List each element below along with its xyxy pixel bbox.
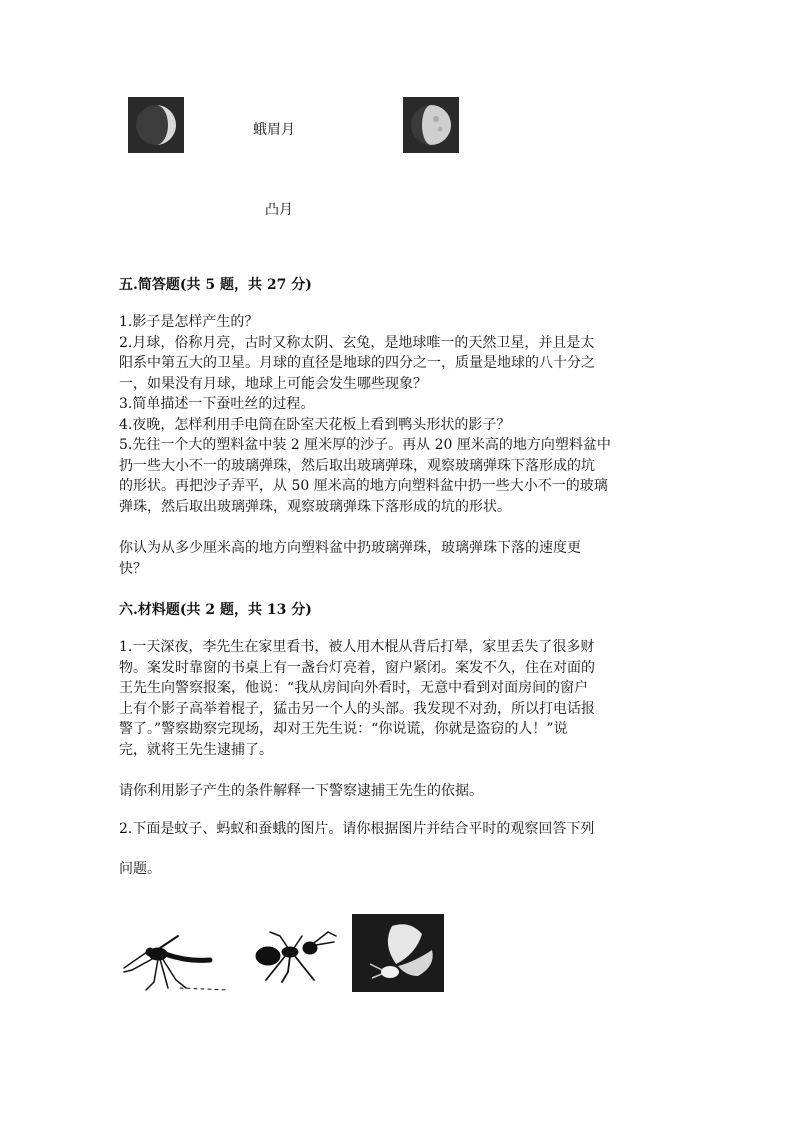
text-line: 快？ — [119, 560, 147, 577]
text-line: 5.先往一个大的塑料盆中装 2 厘米厚的沙子。再从 20 厘米高的地方向塑料盆中 — [119, 437, 611, 453]
section-6-title: 六.材料题(共 2 题，共 13 分) — [119, 602, 312, 618]
text-line: 的形状。再把沙子弄平，从 50 厘米高的地方向塑料盆中扔一些大小不一的玻璃 — [119, 478, 608, 494]
section-5-title: 五.简答题(共 5 题，共 27 分) — [119, 277, 312, 293]
section-6-q1-prompt: 请你利用影子产生的条件解释一下警察逮捕王先生的依据。 — [119, 783, 483, 799]
section-6-q2-line2: 问题。 — [119, 861, 161, 877]
text-line: 警了。”警察勘察完现场，却对王先生说：“你说谎，你就是盗窃的人！”说 — [119, 721, 568, 737]
text-line: 阳系中第五大的卫星。月球的直径是地球的四分之一，质量是地球的八十分之 — [119, 355, 595, 371]
text-line: 物。案发时靠窗的书桌上有一盏台灯亮着，窗户紧闭。案发不久，住在对面的 — [119, 659, 595, 676]
text-line: 4.夜晚，怎样利用手电筒在卧室天花板上看到鸭头形状的影子？ — [119, 416, 511, 433]
text-line: 王先生向警察报案，他说：“我从房间向外看时，无意中看到对面房间的窗户 — [119, 680, 589, 696]
text-line: 弹珠，然后取出玻璃弹珠，观察玻璃弹珠下落形成的坑的形状。 — [119, 498, 511, 515]
crescent-moon-label: 蛾眉月 — [253, 122, 295, 138]
text-line: 上有个影子高举着棍子，猛击另一个人的头部。我发现不对劲，所以打电话报 — [119, 700, 595, 717]
section-6-q2-line1: 2.下面是蚊子、蚂蚁和蚕蛾的图片。请你根据图片并结合平时的观察回答下列 — [119, 821, 595, 837]
text-line: 3.简单描述一下蚕吐丝的过程。 — [119, 396, 315, 412]
text-line: 1.一天深夜，李先生在家里看书，被人用木棍从背后打晕，家里丢失了很多财 — [119, 639, 595, 655]
text-line: 2.月球，俗称月亮，古时又称太阴、玄兔，是地球唯一的天然卫星，并且是太 — [119, 334, 595, 351]
crescent-moon-image — [128, 97, 184, 153]
text-line: 一，如果没有月球，地球上可能会发生哪些现象？ — [119, 375, 427, 392]
text-line: 完，就将王先生逮捕了。 — [119, 741, 273, 758]
section-5-questions — [119, 312, 679, 517]
section-5-followup-question — [119, 538, 679, 579]
section-6-q1-passage — [119, 637, 679, 760]
text-line: 扔一些大小不一的玻璃弹珠，然后取出玻璃弹珠，观察玻璃弹珠下落形成的坑 — [119, 457, 595, 474]
text-line: 1.影子是怎样产生的？ — [119, 314, 259, 330]
ant-image — [248, 926, 340, 984]
gibbous-moon-label: 凸月 — [265, 202, 293, 218]
text-line: 你认为从多少厘米高的地方向塑料盆中扔玻璃弹珠，玻璃弹珠下落的速度更 — [119, 540, 581, 556]
gibbous-moon-image — [403, 97, 459, 153]
silkworm-moth-image — [352, 914, 444, 992]
mosquito-image — [118, 930, 236, 994]
